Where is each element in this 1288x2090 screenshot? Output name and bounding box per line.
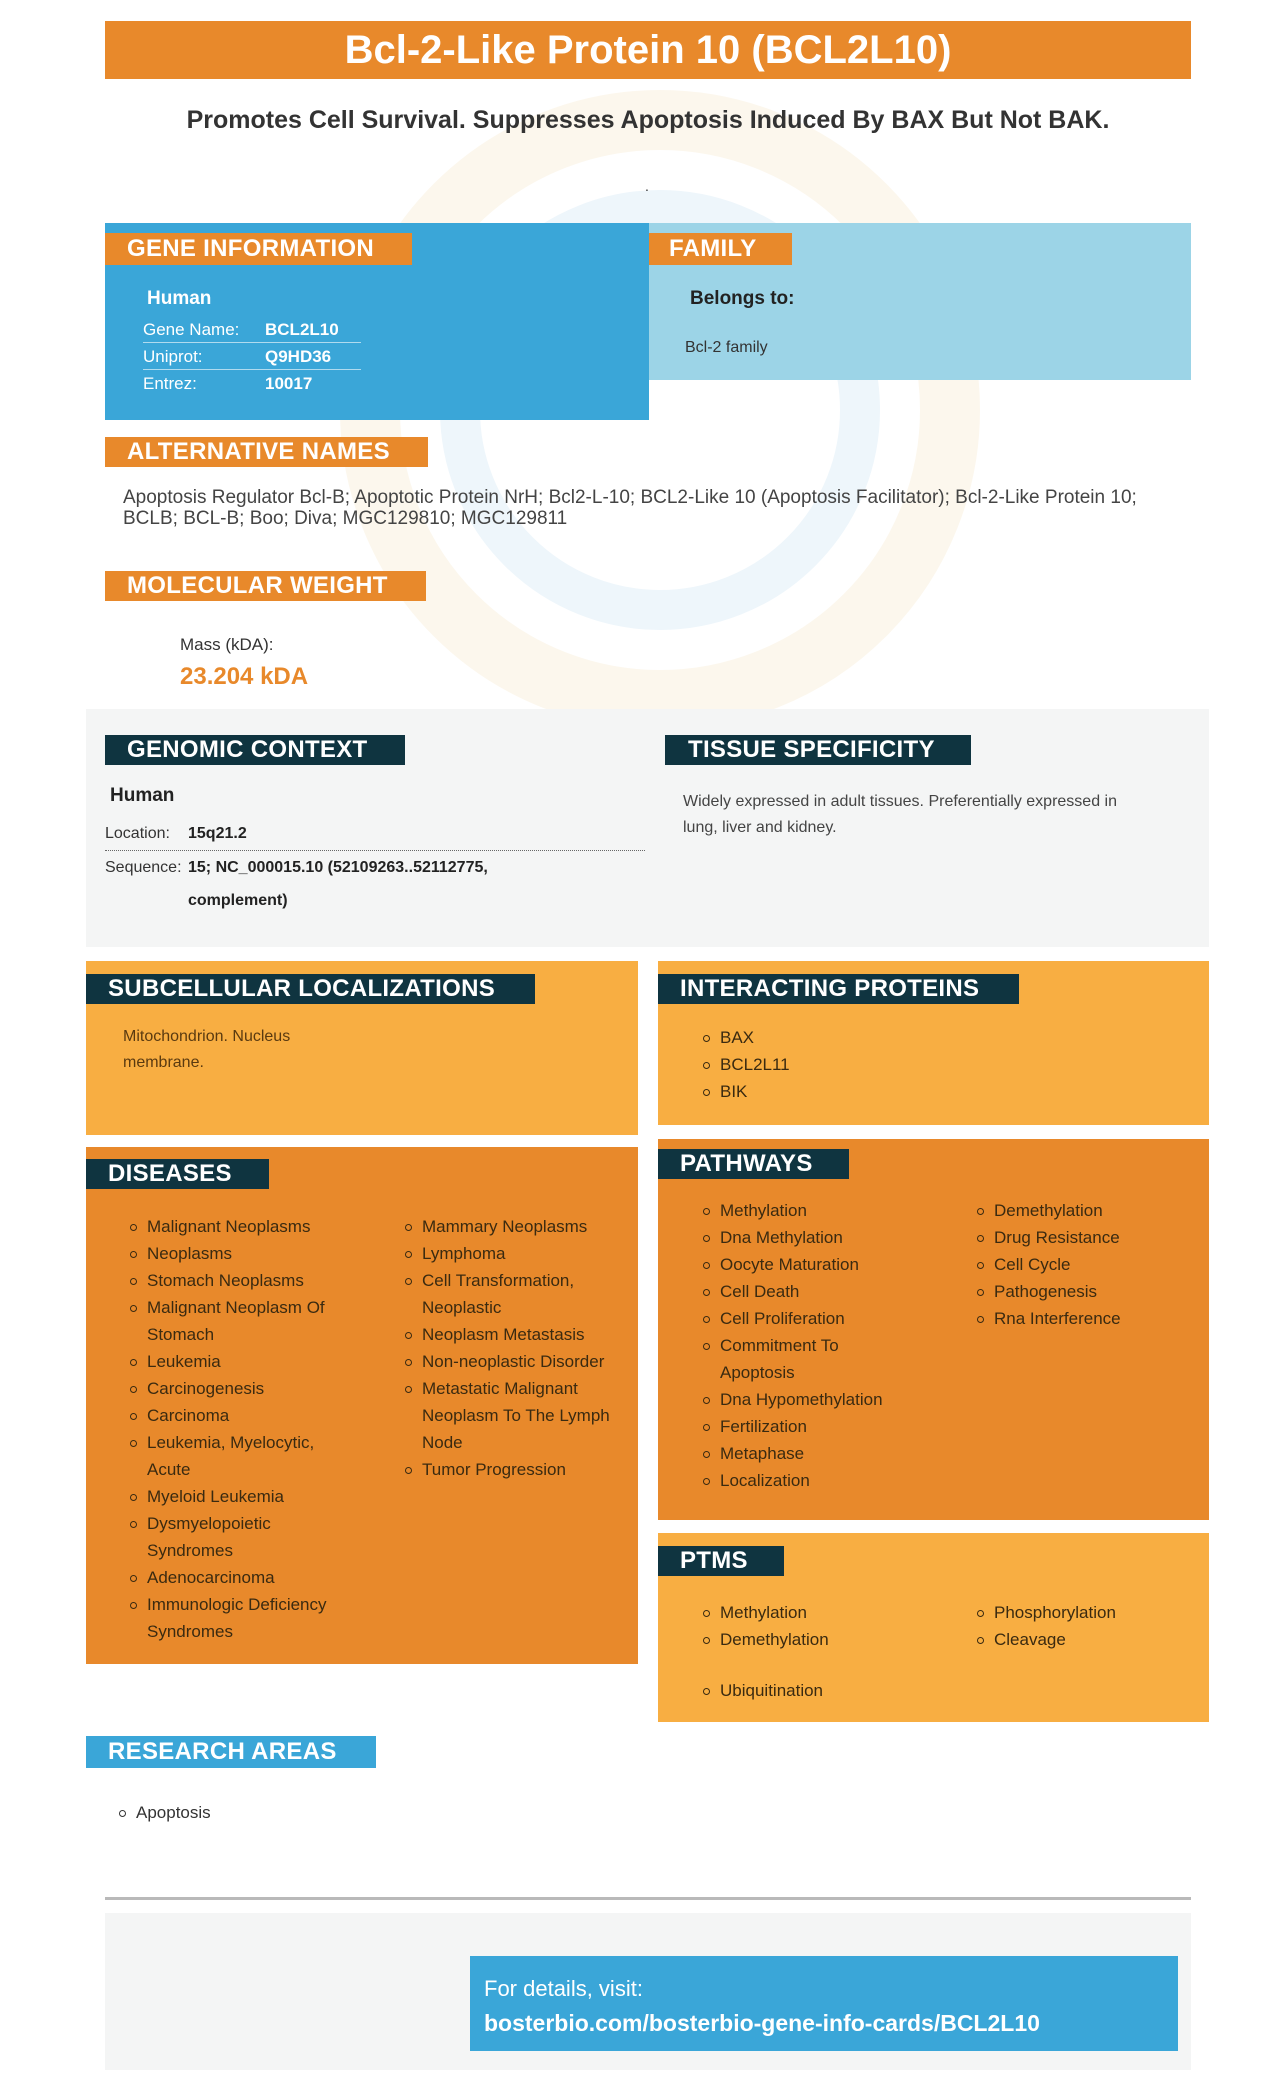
list-item: Neoplasms	[128, 1240, 358, 1267]
pathways-list-col2	[975, 1197, 1195, 1332]
subcellular-localizations-panel	[86, 961, 638, 1135]
diseases-header: DISEASES	[86, 1159, 269, 1189]
gene-row	[143, 343, 361, 370]
list-item: Dysmyelopoietic Syndromes	[128, 1510, 358, 1564]
research-areas-list	[117, 1799, 211, 1826]
alternative-names-text: Apoptosis Regulator Bcl-B; Apoptotic Protein NrH; Bcl2-L-10; BCL2-Like 10 (Apoptosis Facilitator); Bcl-2-Like Protein 10; BCLB; BCL-B; Boo; Diva; MGC129810; MGC129811	[123, 487, 1137, 529]
diseases-list-col2	[403, 1213, 633, 1483]
dot-text: .	[645, 178, 649, 194]
list-item: Ubiquitination	[701, 1677, 823, 1704]
diseases-panel	[86, 1147, 638, 1664]
family-header: FAMILY	[649, 233, 792, 265]
list-item: Commitment To Apoptosis	[701, 1332, 861, 1386]
pathways-list-col1	[701, 1197, 911, 1494]
list-item: Leukemia, Myelocytic, Acute	[128, 1429, 358, 1483]
list-item: Cell Proliferation	[701, 1305, 911, 1332]
list-item: Tumor Progression	[403, 1456, 633, 1483]
list-item: Adenocarcinoma	[128, 1564, 358, 1591]
list-item: Stomach Neoplasms	[128, 1267, 358, 1294]
divider	[105, 1897, 1191, 1900]
list-item: Non-neoplastic Disorder	[403, 1348, 633, 1375]
research-areas-header: RESEARCH AREAS	[86, 1736, 376, 1768]
subcellular-line: membrane.	[123, 1054, 204, 1071]
genomic-species: Human	[110, 785, 175, 806]
list-item: Lymphoma	[403, 1240, 633, 1267]
details-link-box[interactable]	[470, 1956, 1178, 2051]
gene-species: Human	[147, 288, 212, 309]
page-subtitle: Promotes Cell Survival. Suppresses Apoptosis Induced By BAX But Not BAK.	[186, 106, 1110, 134]
tissue-specificity-header: TISSUE SPECIFICITY	[665, 735, 971, 765]
subcellular-line: Mitochondrion. Nucleus	[123, 1028, 291, 1045]
subcellular-header: SUBCELLULAR LOCALIZATIONS	[86, 974, 535, 1004]
list-item: Malignant Neoplasms	[128, 1213, 358, 1240]
interacting-proteins-list	[701, 1024, 790, 1105]
gene-row	[143, 316, 361, 343]
list-item: BAX	[701, 1024, 790, 1051]
list-item: BCL2L11	[701, 1051, 790, 1078]
list-item: Oocyte Maturation	[701, 1251, 911, 1278]
location-value: 15q21.2	[188, 825, 247, 842]
molecular-weight-header: MOLECULAR WEIGHT	[105, 571, 426, 601]
gene-row-label: Gene Name:	[143, 320, 240, 339]
alternative-names-header: ALTERNATIVE NAMES	[105, 437, 428, 467]
details-url-link[interactable]: bosterbio.com/bosterbio-gene-info-cards/BCL2L10	[484, 2010, 1040, 2036]
details-label: For details, visit:	[484, 1976, 643, 2001]
diseases-list-col1	[128, 1213, 358, 1645]
location-label: Location:	[105, 825, 170, 842]
page-title: Bcl-2-Like Protein 10 (BCL2L10)	[105, 21, 1191, 79]
list-item: Methylation	[701, 1599, 829, 1626]
gene-information-header: GENE INFORMATION	[105, 233, 412, 265]
list-item: Myeloid Leukemia	[128, 1483, 358, 1510]
list-item: Pathogenesis	[975, 1278, 1195, 1305]
gene-row-label: Entrez:	[143, 374, 197, 393]
list-item: Carcinoma	[128, 1402, 358, 1429]
sequence-label: Sequence:	[105, 859, 182, 876]
list-item: Drug Resistance	[975, 1224, 1195, 1251]
sequence-value-cont: complement)	[188, 892, 288, 909]
list-item: Demethylation	[975, 1197, 1195, 1224]
list-item: Cleavage	[975, 1626, 1116, 1653]
gene-row-value: Q9HD36	[265, 347, 332, 366]
list-item: Neoplasm Metastasis	[403, 1321, 633, 1348]
list-item: Demethylation	[701, 1626, 829, 1653]
gene-row-label: Uniprot:	[143, 347, 203, 366]
family-panel	[649, 223, 1191, 380]
list-item: Carcinogenesis	[128, 1375, 358, 1402]
list-item: Metastatic Malignant Neoplasm To The Lymph Node	[403, 1375, 633, 1456]
pathways-header: PATHWAYS	[658, 1149, 849, 1179]
list-item: Cell Cycle	[975, 1251, 1195, 1278]
interacting-proteins-panel	[658, 961, 1209, 1125]
list-item: Phosphorylation	[975, 1599, 1116, 1626]
mass-value: 23.204 kDA	[180, 663, 309, 690]
gene-row-value: BCL2L10	[265, 320, 339, 339]
divider	[105, 850, 645, 851]
list-item: BIK	[701, 1078, 790, 1105]
gene-row	[143, 370, 361, 397]
tissue-line: lung, liver and kidney.	[683, 819, 837, 836]
list-item: Dna Methylation	[701, 1224, 911, 1251]
list-item: Apoptosis	[117, 1799, 211, 1826]
list-item: Fertilization	[701, 1413, 911, 1440]
sequence-value: 15; NC_000015.10 (52109263..52112775,	[188, 859, 488, 876]
genomic-context-panel	[86, 709, 1209, 947]
pathways-panel	[658, 1139, 1209, 1520]
list-item: Immunologic Deficiency Syndromes	[128, 1591, 358, 1645]
ptms-list-extra	[701, 1677, 823, 1704]
family-belongs-label: Belongs to:	[690, 288, 795, 309]
list-item: Localization	[701, 1467, 911, 1494]
tissue-line: Widely expressed in adult tissues. Preferentially expressed in	[683, 793, 1117, 810]
gene-information-panel	[105, 223, 649, 420]
list-item: Cell Transformation, Neoplastic	[403, 1267, 633, 1321]
ptms-panel	[658, 1533, 1209, 1722]
list-item: Methylation	[701, 1197, 911, 1224]
ptms-header: PTMS	[658, 1546, 784, 1576]
family-value: Bcl-2 family	[685, 339, 768, 356]
list-item: Rna Interference	[975, 1305, 1195, 1332]
list-item: Malignant Neoplasm Of Stomach	[128, 1294, 358, 1348]
ptms-list-col2	[975, 1599, 1116, 1653]
list-item: Metaphase	[701, 1440, 911, 1467]
list-item: Leukemia	[128, 1348, 358, 1375]
interacting-proteins-header: INTERACTING PROTEINS	[658, 974, 1019, 1004]
list-item: Dna Hypomethylation	[701, 1386, 911, 1413]
list-item: Cell Death	[701, 1278, 911, 1305]
ptms-list-col1	[701, 1599, 829, 1653]
genomic-context-header: GENOMIC CONTEXT	[105, 735, 405, 765]
gene-row-value: 10017	[265, 374, 313, 393]
list-item: Mammary Neoplasms	[403, 1213, 633, 1240]
mass-label: Mass (kDA):	[180, 635, 274, 654]
